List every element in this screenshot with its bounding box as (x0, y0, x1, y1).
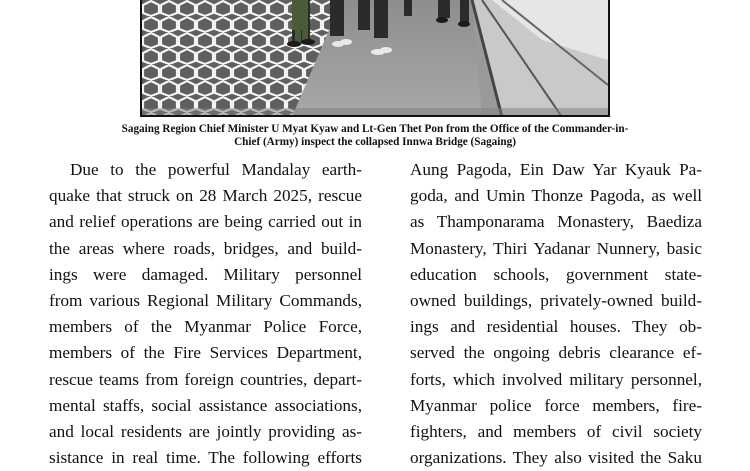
body-line: sistance in real time. The following efforts (49, 448, 362, 468)
caption-line: Chief (Army) inspect the collapsed Innwa Bridge (Sagaing) (234, 135, 516, 148)
body-line: rescue teams from foreign countries, depart- (49, 369, 362, 389)
body-line: organizations. They also visited the Saku (410, 448, 702, 468)
body-line: mental staffs, social assistance associations, (49, 395, 362, 415)
article-column-right (410, 157, 702, 471)
body-line: members of the Myanmar Police Force, (49, 317, 362, 337)
photo-icon (142, 0, 608, 117)
body-line: forts, which involved military personnel, (410, 369, 702, 389)
body-line: goda, and Umin Thonze Pagoda, as well (410, 186, 702, 206)
body-line: ings were damaged. Military personnel (49, 264, 362, 284)
body-line: education schools, government state- (410, 264, 702, 284)
body-line: as Thamponarama Monastery, Baediza (410, 212, 702, 232)
body-line: Monastery, Thiri Yadanar Nunnery, basic (410, 238, 702, 258)
body-line: ings and residential houses. They ob- (410, 317, 702, 337)
body-line: and relief operations are being carried out in (49, 212, 362, 232)
body-line: served the ongoing debris clearance ef- (410, 343, 702, 363)
caption-line: Sagaing Region Chief Minister U Myat Kyaw and Lt-Gen Thet Pon from the Office of the Commander-in- (121, 123, 629, 135)
body-line: Aung Pagoda, Ein Daw Yar Kyauk Pa- (410, 160, 702, 179)
article-column-left (49, 157, 362, 471)
body-line: owned buildings, privately-owned build- (410, 291, 702, 311)
body-line: the areas where roads, bridges, and build- (49, 238, 362, 258)
photo-caption (40, 123, 710, 148)
news-photo (140, 0, 610, 117)
body-line: fighters, and members of civil society (410, 422, 702, 442)
body-line: members of the Fire Services Department, (49, 343, 362, 363)
body-line: and local residents are jointly providing as- (49, 422, 362, 442)
body-line: Myanmar police force members, fire- (410, 395, 702, 415)
body-line: from various Regional Military Commands, (49, 291, 362, 311)
body-line: quake that struck on 28 March 2025, rescue (49, 186, 362, 206)
body-line: Due to the powerful Mandalay earth- (70, 160, 362, 179)
